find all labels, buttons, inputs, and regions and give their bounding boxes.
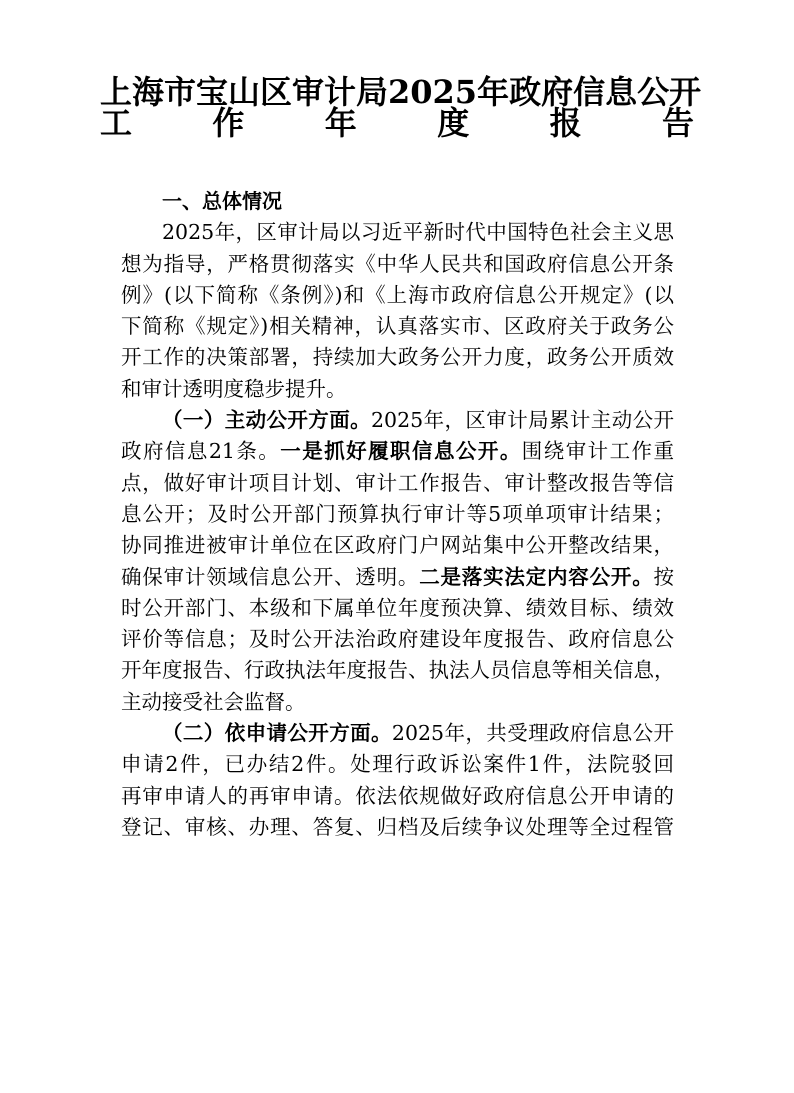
paragraph-line: 想为指导，严格贯彻落实《中华人民共和国政府信息公开条 bbox=[121, 251, 674, 276]
paragraph-request-disclosure bbox=[121, 718, 674, 843]
title-line-1: 上海市宝山区审计局2025年政府信息公开 bbox=[100, 73, 702, 111]
inline-text: 政府信息21条。 bbox=[121, 439, 281, 464]
title-line-2: 工作年度报告 bbox=[100, 104, 694, 143]
subsection-heading-proactive: （一）主动公开方面。 bbox=[162, 408, 372, 433]
paragraph-line: 主动接受社会监督。 bbox=[121, 689, 306, 714]
paragraph-line: 例》(以下简称《条例》)和《上海市政府信息公开规定》(以 bbox=[121, 282, 674, 307]
paragraph-line: 2025年，区审计局以习近平新时代中国特色社会主义思 bbox=[162, 220, 674, 245]
paragraph-line bbox=[121, 562, 674, 593]
paragraph-proactive-disclosure bbox=[121, 405, 674, 718]
paragraph-line: 申请2件，已办结2件。处理行政诉讼案件1件，法院驳回 bbox=[121, 752, 674, 777]
document-title bbox=[100, 72, 702, 143]
inline-text: 确保审计领域信息公开、透明。 bbox=[121, 564, 420, 589]
paragraph-line: 协同推进被审计单位在区政府门户网站集中公开整改结果， bbox=[121, 533, 674, 558]
emphasis-point-2: 二是落实法定内容公开。 bbox=[419, 564, 654, 589]
paragraph-line: 登记、审核、办理、答复、归档及后续争议处理等全过程管 bbox=[121, 814, 674, 839]
inline-text: 围绕审计工作重 bbox=[521, 439, 675, 464]
paragraph-overview bbox=[121, 217, 674, 405]
paragraph-line: 和审计透明度稳步提升。 bbox=[121, 376, 347, 401]
paragraph-line bbox=[121, 405, 674, 436]
paragraph-line bbox=[121, 718, 674, 749]
subsection-heading-request: （二）依申请公开方面。 bbox=[162, 721, 392, 746]
paragraph-line: 时公开部门、本级和下属单位年度预决算、绩效目标、绩效 bbox=[121, 595, 674, 620]
inline-text: 2025年，共受理政府信息公开 bbox=[391, 721, 675, 746]
paragraph-line: 开工作的决策部署，持续加大政务公开力度，政务公开质效 bbox=[121, 345, 674, 370]
paragraph-line: 开年度报告、行政执法年度报告、执法人员信息等相关信息， bbox=[121, 658, 675, 683]
paragraph-line: 再审申请人的再审申请。依法依规做好政府信息公开申请的 bbox=[121, 783, 674, 808]
inline-text: 2025年，区审计局累计主动公开 bbox=[371, 408, 675, 433]
paragraph-line bbox=[121, 436, 674, 467]
paragraph-line: 评价等信息；及时公开法治政府建设年度报告、政府信息公 bbox=[121, 627, 674, 652]
document-body bbox=[121, 186, 674, 843]
paragraph-line: 点，做好审计项目计划、审计工作报告、审计整改报告等信 bbox=[121, 470, 674, 495]
inline-text: 按 bbox=[653, 564, 675, 589]
emphasis-point-1: 一是抓好履职信息公开。 bbox=[280, 439, 522, 464]
paragraph-line: 息公开；及时公开部门预算执行审计等5项单项审计结果； bbox=[121, 501, 674, 526]
section-heading-overview: 一、总体情况 bbox=[162, 189, 282, 213]
paragraph-line: 下简称《规定》)相关精神，认真落实市、区政府关于政务公 bbox=[121, 314, 674, 339]
